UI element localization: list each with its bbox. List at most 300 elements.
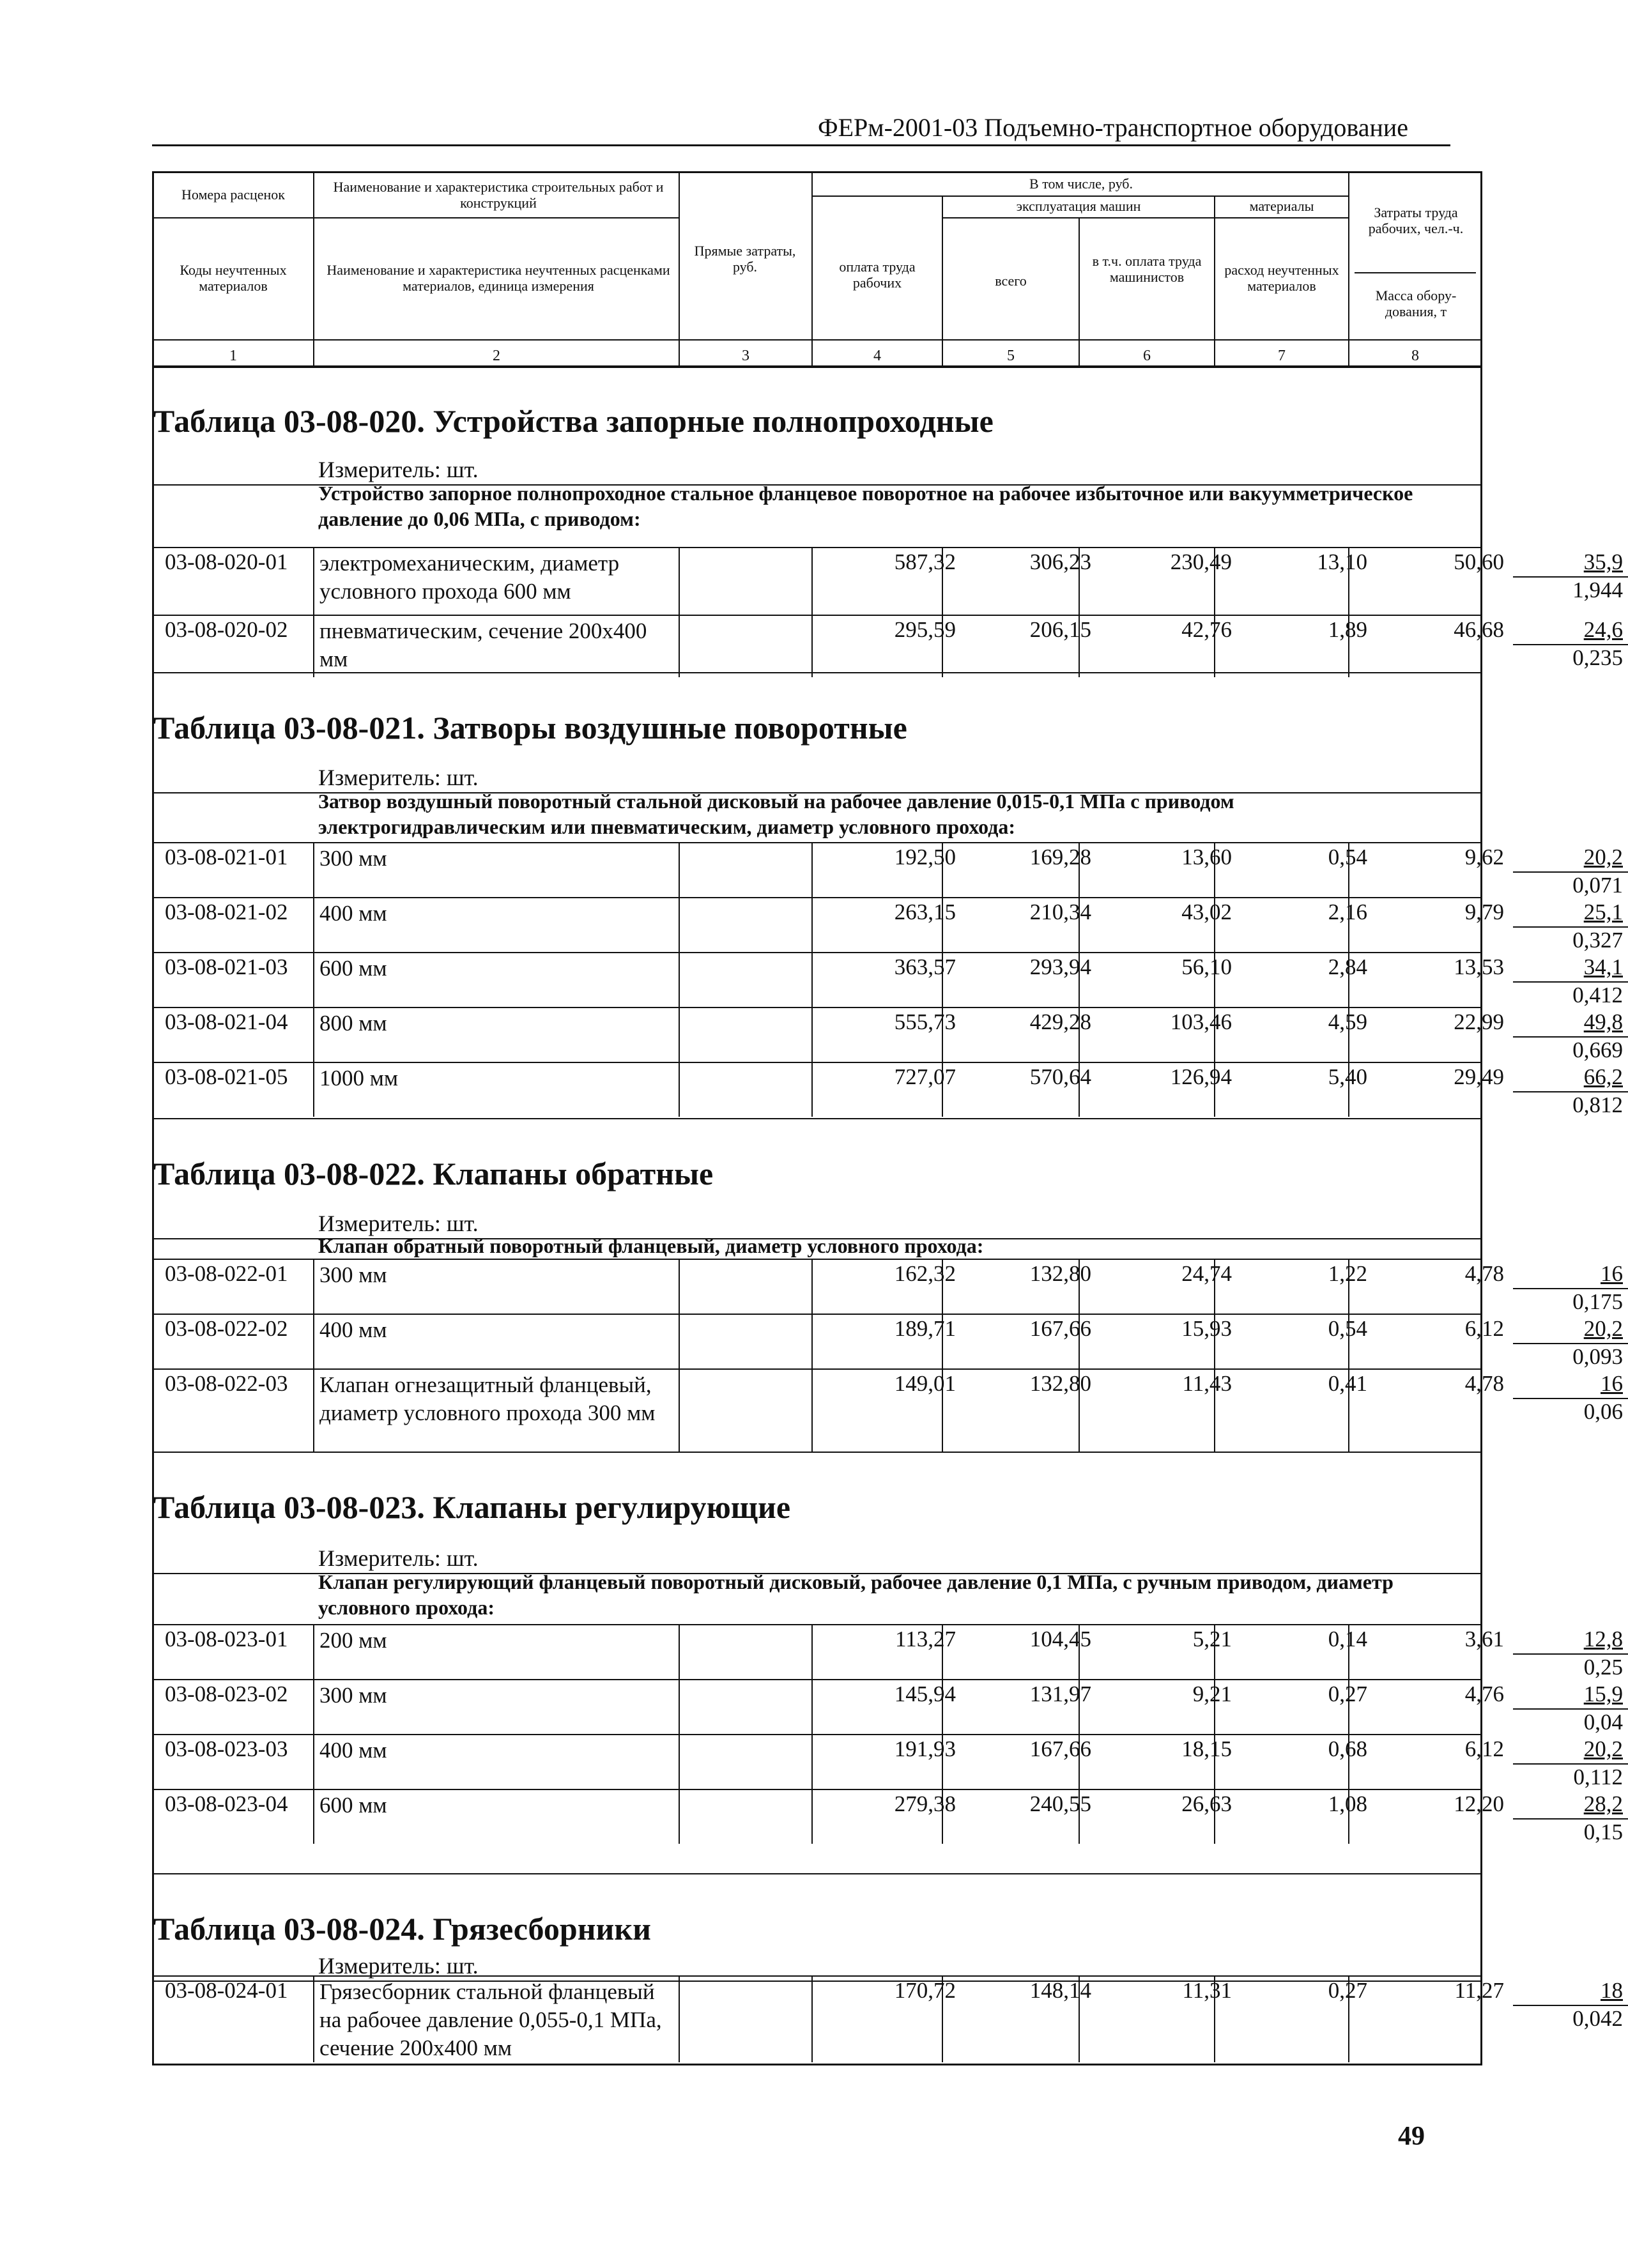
labor-pay: 306,23: [1029, 549, 1091, 574]
cell-rule: [1214, 1789, 1215, 1844]
unit-line: Измеритель: шт.: [318, 765, 479, 790]
materials-cost: 4,78: [1464, 1261, 1504, 1286]
table-row: [152, 1627, 1623, 1682]
machines-total: 15,93: [1181, 1316, 1232, 1341]
operators-pay: 1,89: [1328, 617, 1367, 642]
cell-rule: [1079, 1789, 1080, 1844]
table-row: [152, 617, 1623, 680]
rate-code: 03-08-020-01: [165, 549, 288, 574]
operators-pay: 5,40: [1328, 1064, 1367, 1089]
vline-6: [1214, 195, 1215, 367]
cell-rule: [1348, 897, 1349, 952]
operators-pay: 1,22: [1328, 1261, 1367, 1286]
cell-rule: [313, 897, 314, 952]
cell-rule: [313, 1975, 314, 2062]
col-rate-numbers: Номера расценок: [181, 187, 285, 203]
labor-hours: 24,6: [1583, 617, 1623, 642]
cell-rule: [942, 897, 943, 952]
group-description: Устройство запорное полнопроходное стальное фланцевое поворотное на рабочее избыточное или вакуумметрическое давление до 0,06 МПа, с приводом:: [318, 482, 1413, 530]
labor-hours: 20,2: [1583, 845, 1623, 870]
labor-pay: 131,97: [1029, 1682, 1091, 1706]
cell-rule: [811, 1975, 813, 2062]
row-rule: [152, 1789, 1482, 1790]
cell-rule: [942, 1062, 943, 1117]
machines-total: 56,10: [1181, 954, 1232, 979]
table-row: [152, 1978, 1623, 2065]
work-name: 300 мм: [319, 1683, 387, 1708]
equipment-mass: 0,25: [1583, 1655, 1623, 1680]
colnum: 2: [493, 348, 500, 364]
colnum: 1: [229, 348, 237, 364]
table-row: [152, 900, 1623, 954]
labor-pay: 104,45: [1029, 1627, 1091, 1651]
cell-rule: [313, 1062, 314, 1117]
cell-rule: [1214, 1624, 1215, 1679]
cell-rule: [1348, 1975, 1349, 2062]
cell-rule: [679, 952, 680, 1007]
header-bottom-rule: [152, 339, 1482, 341]
cell-rule: [1348, 1624, 1349, 1679]
labor-pay: 132,80: [1029, 1261, 1091, 1286]
cell-rule: [942, 1007, 943, 1062]
work-name: 400 мм: [319, 1738, 387, 1763]
cell-rule: [1348, 615, 1349, 677]
machines-total: 9,21: [1192, 1682, 1232, 1706]
work-name: 300 мм: [319, 846, 387, 871]
equipment-mass: 0,042: [1572, 2006, 1623, 2031]
cell-rule: [679, 897, 680, 952]
cell-rule: [1079, 547, 1080, 615]
machines-total: 42,76: [1181, 617, 1232, 642]
rate-code: 03-08-022-03: [165, 1371, 288, 1396]
direct-cost: 192,50: [894, 845, 956, 870]
materials-cost: 4,76: [1464, 1682, 1504, 1706]
cell-rule: [1214, 1368, 1215, 1452]
cell-rule: [1214, 547, 1215, 615]
operators-pay: 1,08: [1328, 1791, 1367, 1816]
section-separator: [152, 672, 1482, 673]
colnum: 5: [1007, 348, 1015, 364]
unit-line: Измеритель: шт.: [318, 1545, 479, 1571]
labor-hours: 25,1: [1583, 900, 1623, 924]
section-separator: [152, 1118, 1482, 1119]
section-title: Таблица 03-08-022. Клапаны обратные: [153, 1156, 714, 1191]
colnum: 4: [873, 348, 881, 364]
cell-rule: [942, 952, 943, 1007]
cell-rule: [1214, 1314, 1215, 1368]
operators-pay: 2,84: [1328, 954, 1367, 979]
direct-cost: 363,57: [894, 954, 956, 979]
labor-pay: 148,14: [1029, 1978, 1091, 2003]
col-machines: эксплуатация машин: [1016, 198, 1141, 215]
col-equipment-mass: Масса обору-дования, т: [1375, 287, 1457, 319]
cell-rule: [1079, 1007, 1080, 1062]
cell-rule: [811, 547, 813, 615]
table-row: [152, 1064, 1623, 1119]
labor-pay: 570,64: [1029, 1064, 1091, 1089]
cell-rule: [313, 1007, 314, 1062]
rate-code: 03-08-023-03: [165, 1736, 288, 1761]
cell-rule: [942, 615, 943, 677]
cell-rule: [679, 1062, 680, 1117]
cell-rule: [313, 1679, 314, 1734]
cell-rule: [1079, 1734, 1080, 1789]
page-number: 49: [1398, 2122, 1425, 2151]
operators-pay: 2,16: [1328, 900, 1367, 924]
equipment-mass: 0,06: [1583, 1399, 1623, 1424]
machines-total: 11,31: [1182, 1978, 1232, 2003]
operators-pay: 0,41: [1328, 1371, 1367, 1396]
cell-rule: [679, 547, 680, 615]
labor-pay: 167,66: [1029, 1736, 1091, 1761]
table-row: [152, 845, 1623, 900]
section-title: Таблица 03-08-024. Грязесборники: [153, 1911, 651, 1947]
cell-rule: [811, 615, 813, 677]
col-labor-pay: оплата труда рабочих: [839, 258, 916, 291]
table-row: [152, 1736, 1623, 1791]
operators-pay: 0,68: [1328, 1736, 1367, 1761]
section-title: Таблица 03-08-021. Затворы воздушные поворотные: [153, 710, 907, 746]
machines-total: 11,43: [1182, 1371, 1232, 1396]
rate-code: 03-08-023-04: [165, 1791, 288, 1816]
row-rule: [152, 547, 1482, 548]
labor-hours: 66,2: [1583, 1064, 1623, 1089]
equipment-mass: 0,327: [1572, 928, 1623, 953]
vline-1: [313, 171, 314, 367]
machines-total: 5,21: [1192, 1627, 1232, 1651]
direct-cost: 279,38: [894, 1791, 956, 1816]
row-rule: [152, 1734, 1482, 1735]
cell-rule: [1214, 1734, 1215, 1789]
section-separator: [152, 1452, 1482, 1453]
labor-pay: 429,28: [1029, 1009, 1091, 1034]
work-name: 800 мм: [319, 1011, 387, 1036]
section-separator: [152, 1873, 1482, 1874]
row-rule: [152, 1368, 1482, 1370]
cell-rule: [1214, 952, 1215, 1007]
cell-rule: [313, 615, 314, 677]
machines-total: 18,15: [1181, 1736, 1232, 1761]
cell-rule: [679, 842, 680, 897]
row-rule: [152, 1679, 1482, 1680]
rate-code: 03-08-024-01: [165, 1978, 288, 2003]
rate-code: 03-08-021-03: [165, 954, 288, 979]
vline-5: [1079, 217, 1080, 367]
operators-pay: 0,14: [1328, 1627, 1367, 1651]
cell-rule: [1214, 1975, 1215, 2062]
machines-total: 24,74: [1181, 1261, 1232, 1286]
col-work-name: Наименование и характеристика строительных работ и конструкций: [333, 178, 664, 211]
cell-rule: [679, 1259, 680, 1314]
col-machines-total: всего: [995, 273, 1027, 289]
cell-rule: [1079, 1624, 1080, 1679]
direct-cost: 587,32: [894, 549, 956, 574]
table-row: [152, 954, 1623, 1009]
work-name: 400 мм: [319, 1317, 387, 1342]
cell-rule: [1348, 1007, 1349, 1062]
cell-rule: [1079, 842, 1080, 897]
work-name: 200 мм: [319, 1628, 387, 1653]
cell-rule: [313, 842, 314, 897]
materials-cost: 13,53: [1454, 954, 1504, 979]
cell-rule: [811, 1007, 813, 1062]
operators-pay: 0,27: [1328, 1978, 1367, 2003]
equipment-mass: 0,093: [1572, 1344, 1623, 1369]
machines-total: 103,46: [1170, 1009, 1232, 1034]
cell-rule: [1348, 1679, 1349, 1734]
labor-pay: 293,94: [1029, 954, 1091, 979]
machines-total: 126,94: [1170, 1064, 1232, 1089]
cell-rule: [1079, 897, 1080, 952]
table-row: [152, 1791, 1623, 1846]
cell-rule: [942, 1679, 943, 1734]
table-row: [152, 1261, 1623, 1316]
cell-rule: [942, 842, 943, 897]
labor-pay: 132,80: [1029, 1371, 1091, 1396]
equipment-mass: 0,669: [1572, 1038, 1623, 1062]
equipment-mass: 1,944: [1572, 578, 1623, 602]
cell-rule: [313, 952, 314, 1007]
equipment-mass: 0,235: [1572, 645, 1623, 670]
cell-rule: [1214, 842, 1215, 897]
materials-cost: 9,79: [1464, 900, 1504, 924]
direct-cost: 162,32: [894, 1261, 956, 1286]
cell-rule: [1079, 952, 1080, 1007]
equipment-mass: 0,112: [1573, 1765, 1623, 1789]
materials-cost: 9,62: [1464, 845, 1504, 870]
labor-pay: 210,34: [1029, 900, 1091, 924]
vline-3: [811, 171, 813, 367]
cell-rule: [811, 1062, 813, 1117]
col-materials: материалы: [1249, 198, 1314, 215]
table-row: [152, 1316, 1623, 1371]
cell-rule: [942, 1368, 943, 1452]
cell-rule: [1214, 897, 1215, 952]
direct-cost: 555,73: [894, 1009, 956, 1034]
cell-rule: [1214, 615, 1215, 677]
materials-cost: 29,49: [1454, 1064, 1504, 1089]
machines-total: 43,02: [1181, 900, 1232, 924]
labor-hours: 16: [1601, 1371, 1623, 1396]
cell-rule: [1214, 1007, 1215, 1062]
group-description: Клапан обратный поворотный фланцевый, диаметр условного прохода:: [318, 1234, 984, 1257]
machines-total: 26,63: [1181, 1791, 1232, 1816]
equipment-mass: 0,412: [1572, 983, 1623, 1008]
cell-rule: [942, 1789, 943, 1844]
section-title: Таблица 03-08-020. Устройства запорные полнопроходные: [153, 403, 994, 439]
cell-rule: [1348, 952, 1349, 1007]
equipment-mass: 0,071: [1572, 873, 1623, 898]
direct-cost: 149,01: [894, 1371, 956, 1396]
direct-cost: 189,71: [894, 1316, 956, 1341]
materials-cost: 6,12: [1464, 1316, 1504, 1341]
cell-rule: [811, 1259, 813, 1314]
group-description: Затвор воздушный поворотный стальной дисковый на рабочее давление 0,015-0,1 МПа с приводом электрогидравлическим или пневматическим, диаметр условного прохода:: [318, 790, 1234, 838]
cell-rule: [811, 1789, 813, 1844]
colnum: 6: [1143, 348, 1151, 364]
cell-rule: [811, 897, 813, 952]
rate-code: 03-08-021-04: [165, 1009, 288, 1034]
cell-rule: [942, 547, 943, 615]
materials-cost: 12,20: [1454, 1791, 1504, 1816]
rate-code: 03-08-022-01: [165, 1261, 288, 1286]
operators-pay: 4,59: [1328, 1009, 1367, 1034]
row-rule: [152, 952, 1482, 953]
machines-rule: [942, 217, 1348, 218]
labor-hours: 20,2: [1583, 1316, 1623, 1341]
equipment-mass: 0,175: [1572, 1289, 1623, 1314]
group-description: Клапан регулирующий фланцевый поворотный дисковый, рабочее давление 0,1 МПа, с ручным приводом, диаметр условного прохода:: [318, 1570, 1394, 1619]
labor-pay: 169,28: [1029, 845, 1091, 870]
cell-rule: [1079, 1259, 1080, 1314]
rate-code: 03-08-021-02: [165, 900, 288, 924]
unit-line: Измеритель: шт.: [318, 1211, 479, 1236]
row-rule: [152, 1314, 1482, 1315]
row-rule: [152, 615, 1482, 616]
labor-pay: 206,15: [1029, 617, 1091, 642]
operators-pay: 0,27: [1328, 1682, 1367, 1706]
operators-pay: 13,10: [1317, 549, 1367, 574]
cell-rule: [1079, 1368, 1080, 1452]
work-name: электромеханическим, диаметр условного прохода 600 мм: [319, 551, 620, 604]
work-name: 1000 мм: [319, 1066, 399, 1091]
cell-rule: [1079, 1314, 1080, 1368]
cell-rule: [1079, 1062, 1080, 1117]
cell-rule: [942, 1734, 943, 1789]
table-row: [152, 1682, 1623, 1736]
cell-rule: [679, 1734, 680, 1789]
work-name: пневматическим, сечение 200х400 мм: [319, 618, 647, 671]
cell-rule: [1348, 1314, 1349, 1368]
cell-rule: [942, 1975, 943, 2062]
header-rule: [152, 144, 1450, 146]
cell-rule: [679, 1789, 680, 1844]
row-rule: [152, 842, 1482, 843]
cell-rule: [1214, 1062, 1215, 1117]
cell-rule: [679, 615, 680, 677]
rate-code: 03-08-022-02: [165, 1316, 288, 1341]
direct-cost: 295,59: [894, 617, 956, 642]
cell-rule: [1348, 547, 1349, 615]
direct-cost: 113,27: [895, 1627, 956, 1651]
table-row: [152, 549, 1623, 617]
cell-rule: [679, 1679, 680, 1734]
cell-rule: [313, 1314, 314, 1368]
work-name: 600 мм: [319, 956, 387, 981]
cell-rule: [811, 1624, 813, 1679]
col-operators-pay: в т.ч. оплата труда машинистов: [1092, 252, 1202, 285]
cell-rule: [313, 547, 314, 615]
rate-code: 03-08-021-05: [165, 1064, 288, 1089]
materials-cost: 3,61: [1464, 1627, 1504, 1651]
cell-rule: [811, 1314, 813, 1368]
c8-split-rule: [1355, 272, 1476, 273]
cell-rule: [1348, 842, 1349, 897]
labor-hours: 16: [1601, 1261, 1623, 1286]
rate-code: 03-08-021-01: [165, 845, 288, 870]
cell-rule: [811, 842, 813, 897]
col-labor-hours: Затраты труда рабочих, чел.-ч.: [1368, 204, 1464, 236]
machines-total: 13,60: [1181, 845, 1232, 870]
equipment-mass: 0,04: [1583, 1710, 1623, 1735]
row-rule: [152, 897, 1482, 898]
c1-c2-split-rule: [152, 217, 679, 218]
equipment-mass: 0,812: [1572, 1092, 1623, 1117]
work-name: 400 мм: [319, 901, 387, 926]
materials-cost: 4,78: [1464, 1371, 1504, 1396]
section-title: Таблица 03-08-023. Клапаны регулирующие: [153, 1489, 791, 1525]
machines-total: 230,49: [1170, 549, 1232, 574]
operators-pay: 0,54: [1328, 1316, 1367, 1341]
vline-7: [1348, 171, 1349, 367]
work-name: Грязесборник стальной фланцевый на рабочее давление 0,055-0,1 МПа, сечение 200х400 мм: [319, 1979, 662, 2060]
col-material-name: Наименование и характеристика неучтенных расценками материалов, единица измерения: [326, 261, 670, 294]
colnum: 3: [742, 348, 749, 364]
direct-cost: 263,15: [894, 900, 956, 924]
colnum-bottom-rule: [152, 367, 1482, 368]
cell-rule: [811, 1368, 813, 1452]
cell-rule: [313, 1734, 314, 1789]
labor-hours: 15,9: [1583, 1682, 1623, 1706]
row-rule: [152, 1007, 1482, 1008]
labor-hours: 49,8: [1583, 1009, 1623, 1034]
labor-hours: 28,2: [1583, 1791, 1623, 1816]
cell-rule: [313, 1624, 314, 1679]
cell-rule: [679, 1314, 680, 1368]
materials-cost: 50,60: [1454, 549, 1504, 574]
vline-2: [679, 171, 680, 367]
unit-line: Измеритель: шт.: [318, 457, 479, 482]
cell-rule: [1214, 1679, 1215, 1734]
cell-rule: [942, 1259, 943, 1314]
cell-rule: [679, 1007, 680, 1062]
col-material-use: расход неучтенных материалов: [1224, 261, 1339, 294]
cell-rule: [1348, 1368, 1349, 1452]
cell-rule: [1214, 1259, 1215, 1314]
labor-hours: 20,2: [1583, 1736, 1623, 1761]
cell-rule: [679, 1624, 680, 1679]
cell-rule: [942, 1314, 943, 1368]
rate-code: 03-08-023-01: [165, 1627, 288, 1651]
work-name: Клапан огнезащитный фланцевый, диаметр условного прохода 300 мм: [319, 1372, 656, 1425]
table-row: [152, 1009, 1623, 1064]
cell-rule: [313, 1368, 314, 1452]
labor-hours: 18: [1601, 1978, 1623, 2003]
col-direct-costs: Прямые затраты, руб.: [694, 242, 796, 275]
labor-hours: 35,9: [1583, 549, 1623, 574]
work-name: 300 мм: [319, 1262, 387, 1287]
vline-4: [942, 195, 943, 367]
labor-hours: 34,1: [1583, 954, 1623, 979]
colnum: 7: [1278, 348, 1286, 364]
direct-cost: 727,07: [894, 1064, 956, 1089]
work-name: 600 мм: [319, 1793, 387, 1818]
cell-rule: [811, 952, 813, 1007]
labor-hours: 12,8: [1583, 1627, 1623, 1651]
rate-code: 03-08-020-02: [165, 617, 288, 642]
cell-rule: [313, 1789, 314, 1844]
operators-pay: 0,54: [1328, 845, 1367, 870]
direct-cost: 145,94: [894, 1682, 956, 1706]
colnum: 8: [1411, 348, 1419, 364]
cell-rule: [811, 1679, 813, 1734]
rate-code: 03-08-023-02: [165, 1682, 288, 1706]
cell-rule: [1079, 1975, 1080, 2062]
section-separator: [152, 365, 1482, 367]
cell-rule: [1348, 1062, 1349, 1117]
direct-cost: 170,72: [894, 1978, 956, 2003]
labor-pay: 240,55: [1029, 1791, 1091, 1816]
